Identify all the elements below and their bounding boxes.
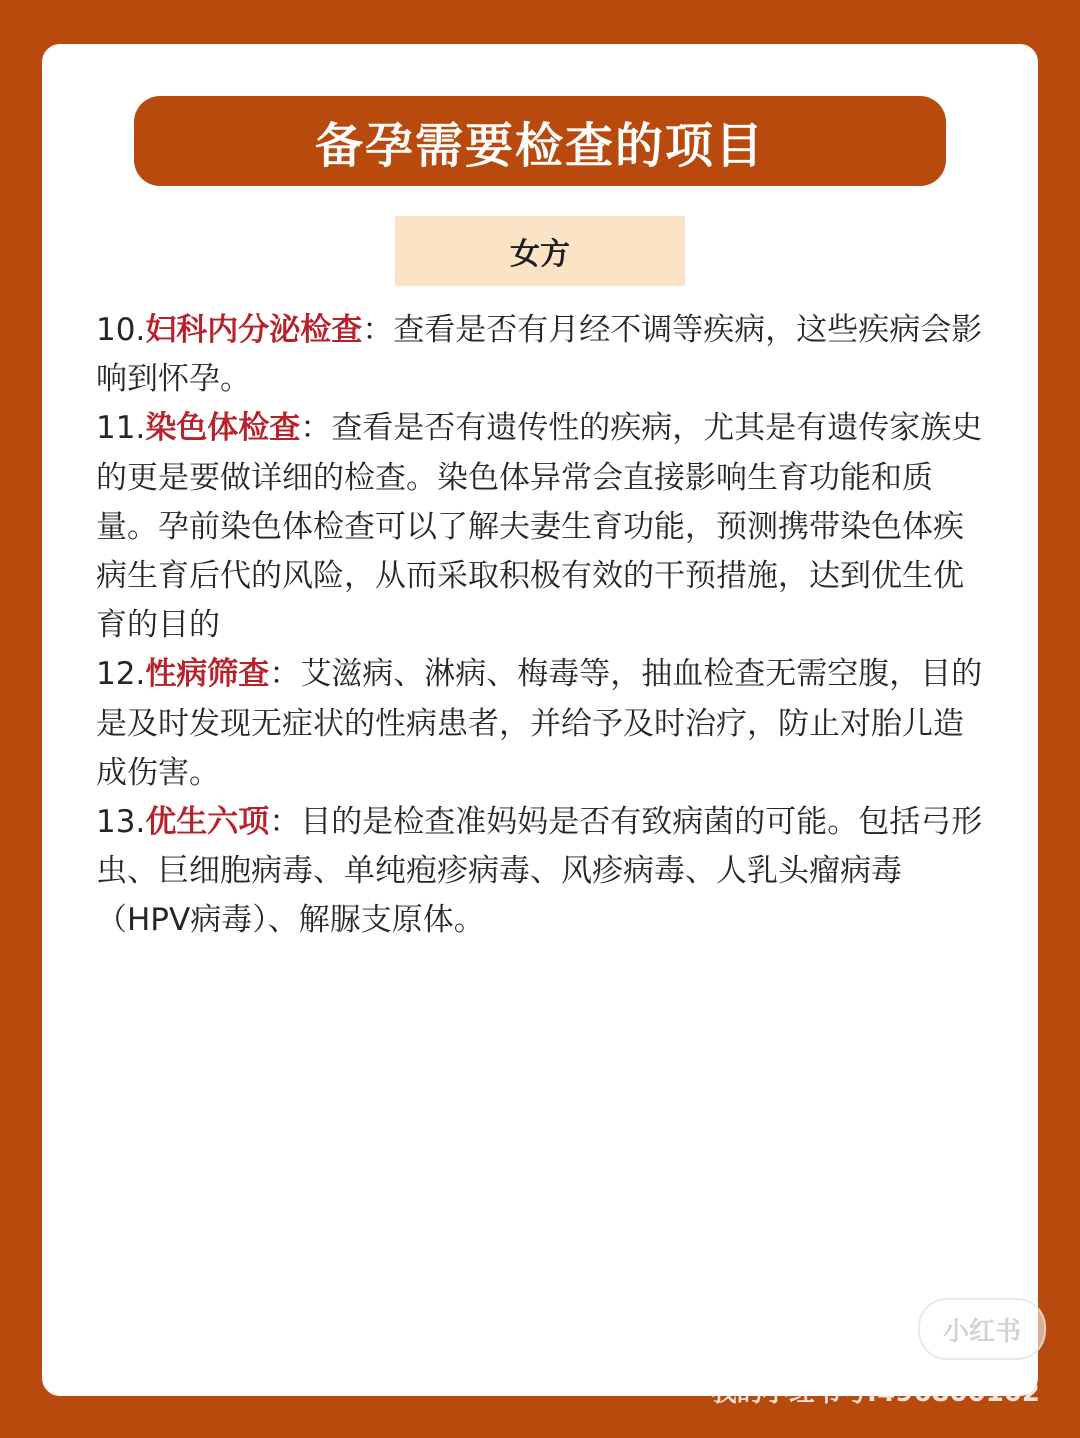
item-separator: ： — [269, 804, 301, 841]
item-name: 染色体检查 — [145, 410, 301, 447]
item-number: 11. — [96, 410, 146, 447]
item-separator: ： — [300, 410, 332, 447]
watermark-id: 我的小红书号:496800102 — [710, 1378, 1040, 1408]
item-number: 13. — [96, 804, 146, 841]
watermark-logo-text: 小红书 — [942, 1316, 1021, 1347]
item-description: 查看是否有月经不调等疾病，这些疾病会影响到怀孕。 — [96, 312, 983, 398]
title-banner — [134, 96, 946, 186]
page-title: 备孕需要检查的项目 — [314, 117, 765, 174]
item-separator: ： — [362, 312, 394, 348]
item-description: 目的是检查准妈妈是否有致病菌的可能。包括弓形虫、巨细胞病毒、单纯疱疹病毒、风疹病毒、人乳头瘤病毒（HPV病毒）、解脲支原体。 — [96, 804, 983, 939]
subtitle-box — [395, 216, 685, 286]
subtitle-label: 女方 — [510, 237, 570, 272]
exam-list — [96, 306, 986, 946]
exam-item-13 — [96, 798, 986, 946]
content-card — [42, 44, 1038, 1396]
exam-item-12 — [96, 650, 986, 798]
item-description: 查看是否有遗传性的疾病，尤其是有遗传家族史的更是要做详细的检查。染色体异常会直接影响生育功能和质量。孕前染色体检查可以了解夫妻生育功能，预测携带染色体疾病生育后代的风险，从而采取积极有效的干预措施，达到优生优育的目的 — [96, 410, 983, 644]
exam-item-11 — [96, 404, 986, 650]
item-name: 优生六项 — [145, 804, 270, 841]
item-separator: ： — [269, 656, 301, 693]
item-name: 妇科内分泌检查 — [145, 312, 363, 348]
item-number: 12. — [96, 656, 146, 693]
item-description: 艾滋病、淋病、梅毒等，抽血检查无需空腹，目的是及时发现无症状的性病患者，并给予及时治疗，防止对胎儿造成伤害。 — [96, 656, 983, 791]
item-number: 10. — [96, 312, 146, 348]
xiaohongshu-logo-icon — [918, 1298, 1046, 1360]
exam-item-10 — [96, 306, 986, 404]
item-name: 性病筛查 — [145, 656, 270, 693]
